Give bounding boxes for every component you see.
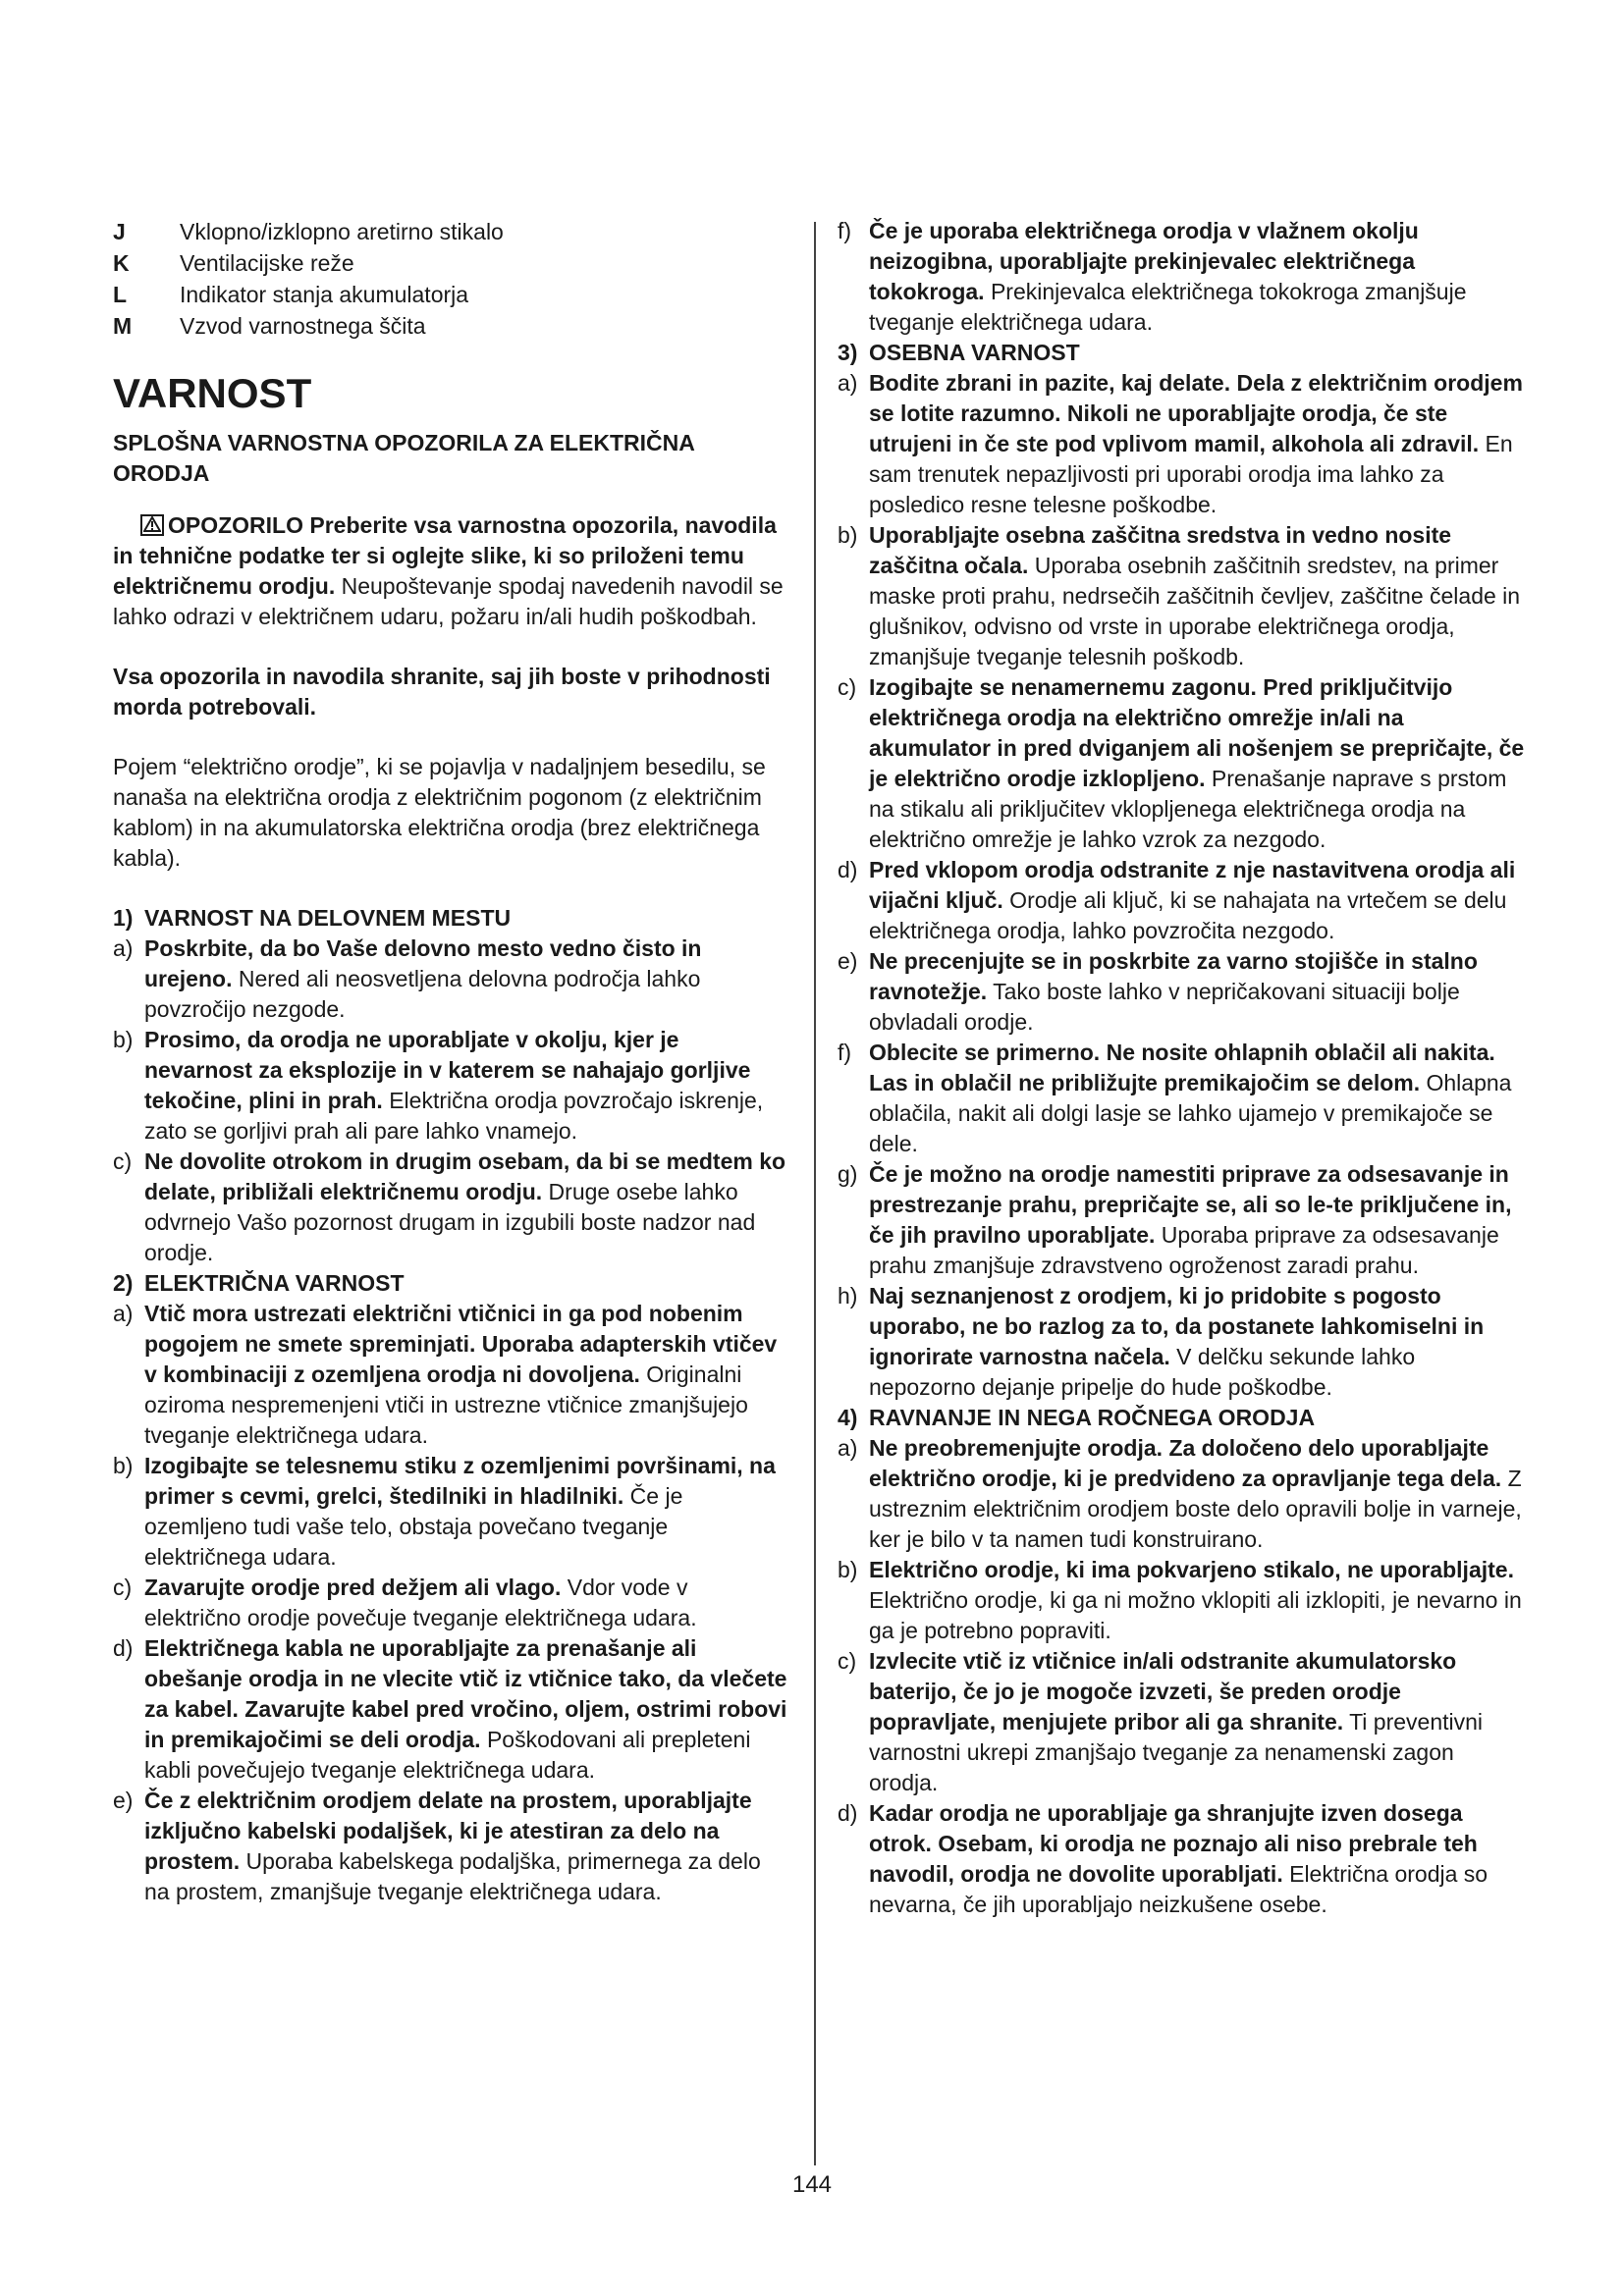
list-item — [838, 1798, 1525, 1920]
item-text: Uporaba kabelskega podaljška, primernega za delo na prostem, zmanjšuje tveganje električnega udara. — [144, 1848, 761, 1904]
list-item — [838, 1038, 1525, 1159]
item-text: Uporaba osebnih zaščitnih sredstev, na primer maske proti prahu, nedrsečih zaščitnih čevljev, zaščitne čelade in glušnikov, odvisno od vrste in uporabe električnega orodja, zmanjšuje tveganje telesnih poškodb. — [869, 553, 1521, 669]
section-heading-tool-care — [838, 1403, 1525, 1433]
item-text: V delčku sekunde lahko nepozorno dejanje pripelje do hude poškodbe. — [869, 1344, 1416, 1400]
item-text: Z ustreznim električnim orodjem boste delo opravili bolje in varneje, ker je bilo v ta namen tudi konstruirano. — [869, 1466, 1522, 1552]
item-bold-text: Električnega kabla ne uporabljajte za prenašanje ali obešanje orodja in ne vlecite vtič iz vtičnice tako, da vlečete za kabel. Zavarujte kabel pred vročino, oljem, ostrimi robovi in premikajočimi se deli orodja. — [144, 1635, 787, 1752]
list-item — [838, 520, 1525, 672]
list-item — [113, 1633, 790, 1786]
list-item — [838, 216, 1525, 338]
item-text: Vdor vode v električno orodje povečuje tveganje električnega udara. — [144, 1575, 697, 1630]
item-letter: c) — [113, 1148, 133, 1174]
parts-legend — [113, 216, 790, 342]
section-heading-personal — [838, 338, 1525, 368]
item-letter: c) — [838, 674, 857, 700]
item-letter: a) — [113, 935, 134, 961]
warning-bold-text: OPOZORILO Preberite vsa varnostna opozorila, navodila in tehnične podatke ter si oglejte slike, ki so priloženi temu električnemu orodju. — [113, 512, 777, 599]
item-text: Prekinjevalca električnega tokokroga zmanjšuje tveganje električnega udara. — [869, 279, 1467, 335]
left-column — [113, 216, 790, 1907]
legend-label: Indikator stanja akumulatorja — [180, 282, 469, 307]
general-warning — [113, 510, 790, 632]
item-bold-text: Ne preobremenjujte orodja. Za določeno delo uporabljajte električno orodje, ki je predvideno za opravljanje tega dela. — [869, 1435, 1502, 1491]
keep-instructions-note: Vsa opozorila in navodila shranite, saj jih boste v prihodnosti morda potrebovali. — [113, 664, 771, 720]
item-bold-text: Kadar orodja ne uporabljaje ga shranjujte izven dosega otrok. Osebam, ki orodja ne poznajo ali niso prebrale teh navodil, orodja ne dovolite uporabljati. — [869, 1800, 1478, 1887]
item-letter: a) — [838, 1435, 858, 1461]
item-letter: e) — [838, 948, 858, 974]
item-bold-text: Električno orodje, ki ima pokvarjeno stikalo, ne uporabljajte. — [869, 1557, 1514, 1582]
legend-row — [113, 216, 790, 247]
item-bold-text: Poskrbite, da bo Vaše delovno mesto vedno čisto in urejeno. — [144, 935, 702, 991]
item-text: Originalni oziroma nespremenjeni vtiči in ustrezne vtičnice zmanjšujejo tveganje električnega udara. — [144, 1362, 748, 1448]
legend-label: Ventilacijske reže — [180, 250, 354, 276]
warning-text: Neupoštevanje spodaj navedenih navodil se lahko odrazi v električnem udaru, požaru in/ali hudih poškodbah. — [113, 573, 784, 629]
list-item — [113, 1147, 790, 1268]
item-letter: d) — [838, 1800, 858, 1826]
list-item — [838, 672, 1525, 855]
item-bold-text: Oblecite se primerno. Ne nosite ohlapnih oblačil ali nakita. Las in oblačil ne približujte premikajočim se delom. — [869, 1040, 1495, 1095]
section-number: 2) — [113, 1270, 134, 1296]
item-text: Prenašanje naprave s prstom na stikalu ali priključitev vklopljenega električnega orodja na električno omrežje je lahko vzrok za nezgodo. — [869, 766, 1507, 852]
item-text: Ti preventivni varnostni ukrepi zmanjšajo tveganje za nenamenski zagon orodja. — [869, 1709, 1484, 1795]
right-column — [838, 216, 1525, 1920]
item-letter: b) — [838, 1557, 858, 1582]
item-bold-text: Prosimo, da orodja ne uporabljate v okolju, kjer je nevarnost za eksplozije in v katerem se nahajajo gorljive tekočine, plini in prah. — [144, 1027, 751, 1113]
item-bold-text: Izvlecite vtič iz vtičnice in/ali odstranite akumulatorsko baterijo, če jo je mogoče izvzeti, še preden orodje popravljate, menjujete pribor ali ga shranite. — [869, 1648, 1457, 1735]
legend-key: K — [113, 250, 130, 276]
item-text: Orodje ali ključ, ki se nahajata na vrtečem se delu električnega orodja, lahko povzročita nezgodo. — [869, 887, 1507, 943]
section-heading-text: VARNOST NA DELOVNEM MESTU — [144, 905, 512, 931]
item-bold-text: Če je uporaba električnega orodja v vlažnem okolju neizogibna, uporabljajte prekinjevalec električnega tokokroga. — [869, 218, 1419, 304]
item-bold-text: Izogibajte se nenamernemu zagonu. Pred priključitvijo električnega orodja na električno omrežje in/ali na akumulator in pred dviganjem ali nošenjem se prepričajte, če je električno orodje izklopljeno. — [869, 674, 1525, 791]
list-item — [113, 1451, 790, 1573]
list-item — [838, 1281, 1525, 1403]
item-bold-text: Pred vklopom orodja odstranite z nje nastavitvena orodja ali vijačni ključ. — [869, 857, 1516, 913]
warning-triangle-icon — [140, 514, 164, 536]
section-subtitle: SPLOŠNA VARNOSTNA OPOZORILA ZA ELEKTRIČNA ORODJA — [113, 430, 695, 486]
legend-key: L — [113, 282, 128, 307]
section-heading-text: ELEKTRIČNA VARNOST — [144, 1270, 405, 1296]
item-letter: d) — [838, 857, 858, 882]
item-bold-text: Če z električnim orodjem delate na prostem, uporabljajte izključno kabelski podaljšek, ki je atestiran za delo na prostem. — [144, 1788, 752, 1874]
legend-key: M — [113, 313, 133, 339]
item-letter: a) — [113, 1301, 134, 1326]
item-letter: f) — [838, 1040, 852, 1065]
item-text: Električna orodja povzročajo iskrenje, zato se gorljivi prah ali pare lahko vnamejo. — [144, 1088, 764, 1144]
list-item — [838, 946, 1525, 1038]
list-item — [113, 1025, 790, 1147]
section-number: 4) — [838, 1405, 858, 1430]
item-bold-text: Ne precenjujte se in poskrbite za varno stojišče in stalno ravnotežje. — [869, 948, 1478, 1004]
item-text: Ohlapna oblačila, nakit ali dolgi lasje se lahko ujamejo v premikajoče se dele. — [869, 1070, 1512, 1156]
item-text: Druge osebe lahko odvrnejo Vašo pozornost drugam in izgubili boste nadzor nad orodje. — [144, 1179, 756, 1265]
list-item — [113, 934, 790, 1025]
list-item — [113, 1299, 790, 1451]
section-title: VARNOST — [113, 370, 312, 416]
list-item — [113, 1573, 790, 1633]
section-heading-text: OSEBNA VARNOST — [869, 340, 1080, 365]
item-text: Uporaba priprave za odsesavanje prahu zmanjšuje zdravstveno ogroženost zaradi prahu. — [869, 1222, 1499, 1278]
list-item — [838, 368, 1525, 520]
item-letter: c) — [838, 1648, 857, 1674]
list-item — [838, 1646, 1525, 1798]
section-heading-text: RAVNANJE IN NEGA ROČNEGA ORODJA — [869, 1405, 1316, 1430]
section-heading-work-area — [113, 903, 790, 934]
item-text: En sam trenutek nepazljivosti pri uporabi orodja ima lahko za posledico resne telesne poškodbe. — [869, 431, 1513, 517]
legend-row — [113, 310, 790, 342]
item-letter: b) — [838, 522, 858, 548]
item-bold-text: Bodite zbrani in pazite, kaj delate. Dela z električnim orodjem se lotite razumno. Nikoli ne uporabljajte orodja, če ste utrujeni in če ste pod vplivom mamil, alkohola ali zdravil. — [869, 370, 1523, 456]
item-letter: e) — [113, 1788, 134, 1813]
legend-label: Vzvod varnostnega ščita — [180, 313, 426, 339]
list-item — [838, 1555, 1525, 1646]
item-text: Tako boste lahko v nepričakovani situaciji bolje obvladali orodje. — [869, 979, 1460, 1035]
list-item — [838, 1433, 1525, 1555]
legend-label: Vklopno/izklopno aretirno stikalo — [180, 219, 504, 244]
section-number: 3) — [838, 340, 858, 365]
legend-key: J — [113, 219, 126, 244]
legend-row — [113, 247, 790, 279]
item-bold-text: Naj seznanjenost z orodjem, ki jo pridobite s pogosto uporabo, ne bo razlog za to, da postanete lahkomiselni in ignorirate varnostna načela. — [869, 1283, 1485, 1369]
item-bold-text: Izogibajte se telesnemu stiku z ozemljenimi površinami, na primer s cevmi, grelci, štedilniki in hladilniki. — [144, 1453, 776, 1509]
list-item — [113, 1786, 790, 1907]
item-text: Če je ozemljeno tudi vaše telo, obstaja povečano tveganje električnega udara. — [144, 1483, 683, 1570]
item-letter: b) — [113, 1453, 134, 1478]
column-divider — [814, 222, 816, 2165]
item-text: Električno orodje, ki ga ni možno vklopiti ali izklopiti, je nevarno in ga je potrebno popraviti. — [869, 1587, 1522, 1643]
item-bold-text: Ne dovolite otrokom in drugim osebam, da bi se medtem ko delate, približali električnemu orodju. — [144, 1148, 786, 1204]
item-letter: d) — [113, 1635, 134, 1661]
item-letter: f) — [838, 218, 852, 243]
item-letter: c) — [113, 1575, 133, 1600]
item-bold-text: Če je možno na orodje namestiti priprave za odsesavanje in prestrezanje prahu, prepričajte se, ali so le-te priključene in, če jih pravilno uporabljate. — [869, 1161, 1512, 1248]
item-letter: g) — [838, 1161, 858, 1187]
section-number: 1) — [113, 905, 134, 931]
item-letter: a) — [838, 370, 858, 396]
legend-row — [113, 279, 790, 310]
section-heading-electrical — [113, 1268, 790, 1299]
list-item — [838, 855, 1525, 946]
item-bold-text: Vtič mora ustrezati električni vtičnici in ga pod nobenim pogojem ne smete spreminjati. Uporaba adapterskih vtičev v kombinaciji z ozemljena orodja ni dovoljena. — [144, 1301, 778, 1387]
list-item — [838, 1159, 1525, 1281]
item-text: Nered ali neosvetljena delovna področja lahko povzročijo nezgode. — [144, 966, 701, 1022]
item-letter: h) — [838, 1283, 858, 1308]
item-bold-text: Uporabljajte osebna zaščitna sredstva in vedno nosite zaščitna očala. — [869, 522, 1452, 578]
definition-paragraph: Pojem “električno orodje”, ki se pojavlja v nadaljnjem besedilu, se nanaša na električna orodja z električnim pogonom (z električnim kablom) in na akumulatorska električna orodja (brez električnega kabla). — [113, 754, 766, 871]
item-letter: b) — [113, 1027, 134, 1052]
page-number: 144 — [791, 2171, 833, 2198]
item-text: Električna orodja so nevarna, če jih uporabljajo neizkušene osebe. — [869, 1861, 1489, 1917]
item-text: Poškodovani ali prepleteni kabli povečujejo tveganje električnega udara. — [144, 1727, 751, 1783]
item-bold-text: Zavarujte orodje pred dežjem ali vlago. — [144, 1575, 562, 1600]
